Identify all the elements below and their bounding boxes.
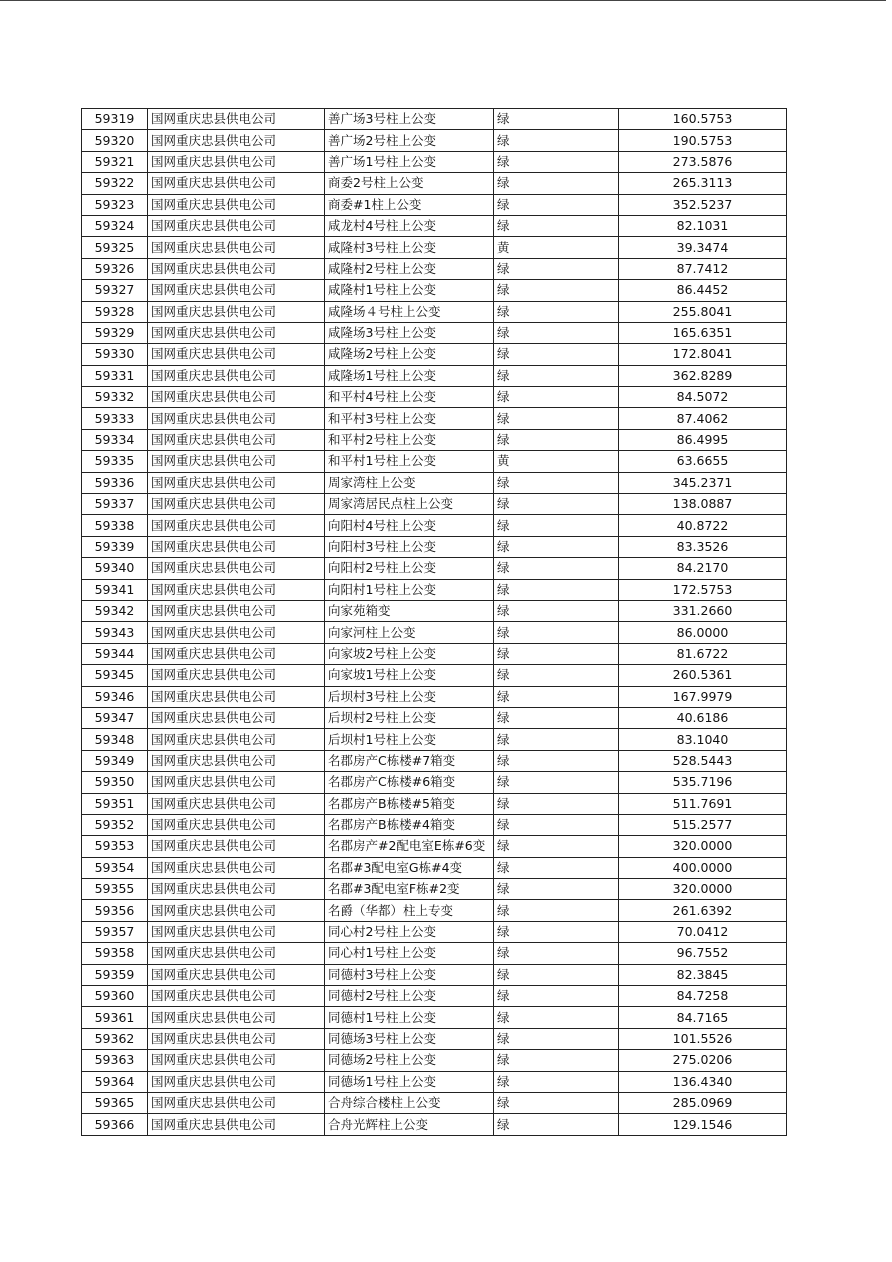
company-cell: 国网重庆忠县供电公司 [148, 515, 325, 536]
row-id-cell: 59321 [82, 151, 148, 172]
status-cell: 绿 [494, 173, 619, 194]
transformer-name-cell: 合舟光辉柱上公变 [325, 1114, 494, 1135]
row-id-cell: 59348 [82, 729, 148, 750]
status-cell: 绿 [494, 772, 619, 793]
transformer-name-cell: 名郡房产C栋楼#7箱变 [325, 750, 494, 771]
row-id-cell: 59361 [82, 1007, 148, 1028]
row-id-cell: 59320 [82, 130, 148, 151]
value-cell: 261.6392 [619, 900, 787, 921]
table-row [82, 943, 787, 964]
table-row [82, 986, 787, 1007]
value-cell: 83.1040 [619, 729, 787, 750]
row-id-cell: 59324 [82, 215, 148, 236]
value-cell: 400.0000 [619, 857, 787, 878]
row-id-cell: 59366 [82, 1114, 148, 1135]
value-cell: 172.5753 [619, 579, 787, 600]
company-cell: 国网重庆忠县供电公司 [148, 215, 325, 236]
company-cell: 国网重庆忠县供电公司 [148, 1028, 325, 1049]
transformer-name-cell: 咸隆场3号柱上公变 [325, 322, 494, 343]
value-cell: 40.8722 [619, 515, 787, 536]
transformer-name-cell: 和平村2号柱上公变 [325, 429, 494, 450]
company-cell: 国网重庆忠县供电公司 [148, 301, 325, 322]
value-cell: 84.7258 [619, 986, 787, 1007]
status-cell: 绿 [494, 921, 619, 942]
value-cell: 160.5753 [619, 109, 787, 130]
status-cell: 绿 [494, 793, 619, 814]
company-cell: 国网重庆忠县供电公司 [148, 429, 325, 450]
company-cell: 国网重庆忠县供电公司 [148, 109, 325, 130]
status-cell: 绿 [494, 879, 619, 900]
table-row [82, 472, 787, 493]
company-cell: 国网重庆忠县供电公司 [148, 579, 325, 600]
transformer-name-cell: 后坝村3号柱上公变 [325, 686, 494, 707]
status-cell: 绿 [494, 686, 619, 707]
status-cell: 绿 [494, 643, 619, 664]
transformer-name-cell: 善广场3号柱上公变 [325, 109, 494, 130]
table-row [82, 429, 787, 450]
value-cell: 87.4062 [619, 408, 787, 429]
value-cell: 84.7165 [619, 1007, 787, 1028]
table-row [82, 1092, 787, 1113]
transformer-name-cell: 咸龙村4号柱上公变 [325, 215, 494, 236]
company-cell: 国网重庆忠县供电公司 [148, 151, 325, 172]
company-cell: 国网重庆忠县供电公司 [148, 643, 325, 664]
value-cell: 320.0000 [619, 879, 787, 900]
company-cell: 国网重庆忠县供电公司 [148, 280, 325, 301]
value-cell: 352.5237 [619, 194, 787, 215]
table-row [82, 1071, 787, 1092]
value-cell: 165.6351 [619, 322, 787, 343]
company-cell: 国网重庆忠县供电公司 [148, 344, 325, 365]
value-cell: 81.6722 [619, 643, 787, 664]
row-id-cell: 59338 [82, 515, 148, 536]
status-cell: 绿 [494, 365, 619, 386]
transformer-name-cell: 名郡房产C栋楼#6箱变 [325, 772, 494, 793]
table-row [82, 1007, 787, 1028]
transformer-name-cell: 向阳村1号柱上公变 [325, 579, 494, 600]
transformer-name-cell: 后坝村2号柱上公变 [325, 707, 494, 728]
value-cell: 63.6655 [619, 451, 787, 472]
transformer-name-cell: 咸隆场４号柱上公变 [325, 301, 494, 322]
table-row [82, 237, 787, 258]
table-row [82, 600, 787, 621]
row-id-cell: 59347 [82, 707, 148, 728]
company-cell: 国网重庆忠县供电公司 [148, 494, 325, 515]
company-cell: 国网重庆忠县供电公司 [148, 729, 325, 750]
transformer-name-cell: 向家河柱上公变 [325, 622, 494, 643]
table-row [82, 643, 787, 664]
transformer-name-cell: 周家湾柱上公变 [325, 472, 494, 493]
table-row [82, 194, 787, 215]
table-row [82, 301, 787, 322]
transformer-name-cell: 和平村3号柱上公变 [325, 408, 494, 429]
transformer-name-cell: 善广场1号柱上公变 [325, 151, 494, 172]
transformer-name-cell: 咸隆村1号柱上公变 [325, 280, 494, 301]
status-cell: 绿 [494, 536, 619, 557]
status-cell: 绿 [494, 258, 619, 279]
company-cell: 国网重庆忠县供电公司 [148, 408, 325, 429]
row-id-cell: 59319 [82, 109, 148, 130]
company-cell: 国网重庆忠县供电公司 [148, 986, 325, 1007]
status-cell: 绿 [494, 408, 619, 429]
value-cell: 84.2170 [619, 558, 787, 579]
company-cell: 国网重庆忠县供电公司 [148, 750, 325, 771]
row-id-cell: 59344 [82, 643, 148, 664]
company-cell: 国网重庆忠县供电公司 [148, 707, 325, 728]
value-cell: 82.1031 [619, 215, 787, 236]
table-row [82, 408, 787, 429]
status-cell: 绿 [494, 472, 619, 493]
status-cell: 绿 [494, 130, 619, 151]
value-cell: 86.4995 [619, 429, 787, 450]
row-id-cell: 59346 [82, 686, 148, 707]
row-id-cell: 59365 [82, 1092, 148, 1113]
row-id-cell: 59364 [82, 1071, 148, 1092]
company-cell: 国网重庆忠县供电公司 [148, 836, 325, 857]
table-row [82, 322, 787, 343]
value-cell: 83.3526 [619, 536, 787, 557]
table-row [82, 622, 787, 643]
transformer-name-cell: 合舟综合楼柱上公变 [325, 1092, 494, 1113]
value-cell: 86.4452 [619, 280, 787, 301]
status-cell: 绿 [494, 836, 619, 857]
status-cell: 绿 [494, 1114, 619, 1135]
transformer-name-cell: 善广场2号柱上公变 [325, 130, 494, 151]
status-cell: 绿 [494, 964, 619, 985]
table-row [82, 814, 787, 835]
company-cell: 国网重庆忠县供电公司 [148, 686, 325, 707]
transformer-name-cell: 同德场3号柱上公变 [325, 1028, 494, 1049]
row-id-cell: 59358 [82, 943, 148, 964]
row-id-cell: 59337 [82, 494, 148, 515]
row-id-cell: 59355 [82, 879, 148, 900]
status-cell: 绿 [494, 1028, 619, 1049]
transformer-name-cell: 咸隆村3号柱上公变 [325, 237, 494, 258]
row-id-cell: 59363 [82, 1050, 148, 1071]
value-cell: 138.0887 [619, 494, 787, 515]
transformer-name-cell: 向阳村4号柱上公变 [325, 515, 494, 536]
transformer-name-cell: 咸隆村2号柱上公变 [325, 258, 494, 279]
table-row [82, 494, 787, 515]
company-cell: 国网重庆忠县供电公司 [148, 387, 325, 408]
status-cell: 绿 [494, 986, 619, 1007]
row-id-cell: 59333 [82, 408, 148, 429]
value-cell: 70.0412 [619, 921, 787, 942]
table-row [82, 836, 787, 857]
row-id-cell: 59350 [82, 772, 148, 793]
table-row [82, 173, 787, 194]
value-cell: 87.7412 [619, 258, 787, 279]
transformer-name-cell: 向阳村2号柱上公变 [325, 558, 494, 579]
company-cell: 国网重庆忠县供电公司 [148, 857, 325, 878]
company-cell: 国网重庆忠县供电公司 [148, 173, 325, 194]
row-id-cell: 59336 [82, 472, 148, 493]
row-id-cell: 59359 [82, 964, 148, 985]
table-row [82, 921, 787, 942]
table-row [82, 365, 787, 386]
table-row [82, 258, 787, 279]
status-cell: 绿 [494, 1092, 619, 1113]
status-cell: 绿 [494, 515, 619, 536]
status-cell: 黄 [494, 237, 619, 258]
row-id-cell: 59351 [82, 793, 148, 814]
row-id-cell: 59322 [82, 173, 148, 194]
table-row [82, 665, 787, 686]
value-cell: 190.5753 [619, 130, 787, 151]
company-cell: 国网重庆忠县供电公司 [148, 472, 325, 493]
value-cell: 265.3113 [619, 173, 787, 194]
value-cell: 511.7691 [619, 793, 787, 814]
company-cell: 国网重庆忠县供电公司 [148, 921, 325, 942]
status-cell: 绿 [494, 494, 619, 515]
transformer-name-cell: 向家苑箱变 [325, 600, 494, 621]
table-row [82, 1114, 787, 1135]
value-cell: 331.2660 [619, 600, 787, 621]
row-id-cell: 59340 [82, 558, 148, 579]
status-cell: 绿 [494, 622, 619, 643]
row-id-cell: 59353 [82, 836, 148, 857]
transformer-name-cell: 名郡房产#2配电室E栋#6变 [325, 836, 494, 857]
row-id-cell: 59342 [82, 600, 148, 621]
table-row [82, 729, 787, 750]
transformer-name-cell: 后坝村1号柱上公变 [325, 729, 494, 750]
table-row [82, 151, 787, 172]
table-row [82, 515, 787, 536]
status-cell: 绿 [494, 1071, 619, 1092]
row-id-cell: 59345 [82, 665, 148, 686]
company-cell: 国网重庆忠县供电公司 [148, 451, 325, 472]
table-row [82, 900, 787, 921]
value-cell: 40.6186 [619, 707, 787, 728]
row-id-cell: 59326 [82, 258, 148, 279]
status-cell: 绿 [494, 301, 619, 322]
transformer-name-cell: 和平村4号柱上公变 [325, 387, 494, 408]
row-id-cell: 59357 [82, 921, 148, 942]
value-cell: 167.9979 [619, 686, 787, 707]
value-cell: 255.8041 [619, 301, 787, 322]
row-id-cell: 59343 [82, 622, 148, 643]
row-id-cell: 59327 [82, 280, 148, 301]
row-id-cell: 59328 [82, 301, 148, 322]
company-cell: 国网重庆忠县供电公司 [148, 237, 325, 258]
company-cell: 国网重庆忠县供电公司 [148, 665, 325, 686]
row-id-cell: 59362 [82, 1028, 148, 1049]
company-cell: 国网重庆忠县供电公司 [148, 793, 325, 814]
transformer-name-cell: 同心村1号柱上公变 [325, 943, 494, 964]
value-cell: 82.3845 [619, 964, 787, 985]
status-cell: 绿 [494, 857, 619, 878]
row-id-cell: 59323 [82, 194, 148, 215]
table-row [82, 109, 787, 130]
company-cell: 国网重庆忠县供电公司 [148, 964, 325, 985]
value-cell: 345.2371 [619, 472, 787, 493]
status-cell: 绿 [494, 943, 619, 964]
status-cell: 绿 [494, 387, 619, 408]
company-cell: 国网重庆忠县供电公司 [148, 1114, 325, 1135]
transformer-name-cell: 和平村1号柱上公变 [325, 451, 494, 472]
transformer-name-cell: 同德村3号柱上公变 [325, 964, 494, 985]
value-cell: 86.0000 [619, 622, 787, 643]
transformer-name-cell: 名郡房产B栋楼#4箱变 [325, 814, 494, 835]
table-row [82, 686, 787, 707]
transformer-name-cell: 向家坡1号柱上公变 [325, 665, 494, 686]
row-id-cell: 59334 [82, 429, 148, 450]
row-id-cell: 59335 [82, 451, 148, 472]
company-cell: 国网重庆忠县供电公司 [148, 130, 325, 151]
transformer-name-cell: 向阳村3号柱上公变 [325, 536, 494, 557]
transformer-name-cell: 咸隆场1号柱上公变 [325, 365, 494, 386]
company-cell: 国网重庆忠县供电公司 [148, 536, 325, 557]
value-cell: 101.5526 [619, 1028, 787, 1049]
table-row [82, 793, 787, 814]
transformer-name-cell: 周家湾居民点柱上公变 [325, 494, 494, 515]
row-id-cell: 59360 [82, 986, 148, 1007]
row-id-cell: 59325 [82, 237, 148, 258]
page-top-border [0, 0, 886, 1]
value-cell: 172.8041 [619, 344, 787, 365]
row-id-cell: 59332 [82, 387, 148, 408]
value-cell: 528.5443 [619, 750, 787, 771]
value-cell: 275.0206 [619, 1050, 787, 1071]
row-id-cell: 59330 [82, 344, 148, 365]
status-cell: 绿 [494, 558, 619, 579]
table-row [82, 579, 787, 600]
status-cell: 绿 [494, 322, 619, 343]
table-row [82, 879, 787, 900]
company-cell: 国网重庆忠县供电公司 [148, 1092, 325, 1113]
value-cell: 320.0000 [619, 836, 787, 857]
table-row [82, 750, 787, 771]
value-cell: 285.0969 [619, 1092, 787, 1113]
value-cell: 136.4340 [619, 1071, 787, 1092]
status-cell: 绿 [494, 707, 619, 728]
status-cell: 绿 [494, 665, 619, 686]
table-row [82, 280, 787, 301]
table-row [82, 130, 787, 151]
row-id-cell: 59329 [82, 322, 148, 343]
status-cell: 绿 [494, 900, 619, 921]
value-cell: 535.7196 [619, 772, 787, 793]
company-cell: 国网重庆忠县供电公司 [148, 194, 325, 215]
company-cell: 国网重庆忠县供电公司 [148, 814, 325, 835]
row-id-cell: 59354 [82, 857, 148, 878]
row-id-cell: 59341 [82, 579, 148, 600]
transformer-name-cell: 同德村2号柱上公变 [325, 986, 494, 1007]
transformer-table [81, 108, 787, 1136]
table-row [82, 344, 787, 365]
table-row [82, 1028, 787, 1049]
value-cell: 129.1546 [619, 1114, 787, 1135]
transformer-name-cell: 同德场1号柱上公变 [325, 1071, 494, 1092]
transformer-name-cell: 同德村1号柱上公变 [325, 1007, 494, 1028]
table-row [82, 707, 787, 728]
status-cell: 黄 [494, 451, 619, 472]
value-cell: 362.8289 [619, 365, 787, 386]
transformer-name-cell: 名郡房产B栋楼#5箱变 [325, 793, 494, 814]
table-row [82, 215, 787, 236]
company-cell: 国网重庆忠县供电公司 [148, 622, 325, 643]
status-cell: 绿 [494, 109, 619, 130]
value-cell: 39.3474 [619, 237, 787, 258]
table-row [82, 536, 787, 557]
company-cell: 国网重庆忠县供电公司 [148, 558, 325, 579]
value-cell: 260.5361 [619, 665, 787, 686]
table-row [82, 451, 787, 472]
transformer-name-cell: 咸隆场2号柱上公变 [325, 344, 494, 365]
status-cell: 绿 [494, 429, 619, 450]
company-cell: 国网重庆忠县供电公司 [148, 1050, 325, 1071]
table-row [82, 964, 787, 985]
company-cell: 国网重庆忠县供电公司 [148, 1007, 325, 1028]
table-row [82, 387, 787, 408]
table-body [82, 109, 787, 1136]
status-cell: 绿 [494, 151, 619, 172]
transformer-name-cell: 同德场2号柱上公变 [325, 1050, 494, 1071]
value-cell: 273.5876 [619, 151, 787, 172]
company-cell: 国网重庆忠县供电公司 [148, 600, 325, 621]
transformer-name-cell: 同心村2号柱上公变 [325, 921, 494, 942]
status-cell: 绿 [494, 600, 619, 621]
value-cell: 515.2577 [619, 814, 787, 835]
company-cell: 国网重庆忠县供电公司 [148, 258, 325, 279]
company-cell: 国网重庆忠县供电公司 [148, 879, 325, 900]
status-cell: 绿 [494, 579, 619, 600]
company-cell: 国网重庆忠县供电公司 [148, 322, 325, 343]
value-cell: 84.5072 [619, 387, 787, 408]
value-cell: 96.7552 [619, 943, 787, 964]
table-row [82, 1050, 787, 1071]
table-row [82, 558, 787, 579]
status-cell: 绿 [494, 1050, 619, 1071]
status-cell: 绿 [494, 344, 619, 365]
row-id-cell: 59331 [82, 365, 148, 386]
row-id-cell: 59349 [82, 750, 148, 771]
company-cell: 国网重庆忠县供电公司 [148, 365, 325, 386]
status-cell: 绿 [494, 215, 619, 236]
status-cell: 绿 [494, 280, 619, 301]
row-id-cell: 59352 [82, 814, 148, 835]
company-cell: 国网重庆忠县供电公司 [148, 900, 325, 921]
transformer-name-cell: 名郡#3配电室G栋#4变 [325, 857, 494, 878]
transformer-name-cell: 向家坡2号柱上公变 [325, 643, 494, 664]
transformer-name-cell: 名郡#3配电室F栋#2变 [325, 879, 494, 900]
company-cell: 国网重庆忠县供电公司 [148, 772, 325, 793]
row-id-cell: 59356 [82, 900, 148, 921]
status-cell: 绿 [494, 729, 619, 750]
status-cell: 绿 [494, 1007, 619, 1028]
status-cell: 绿 [494, 194, 619, 215]
row-id-cell: 59339 [82, 536, 148, 557]
company-cell: 国网重庆忠县供电公司 [148, 1071, 325, 1092]
transformer-name-cell: 商委#1柱上公变 [325, 194, 494, 215]
table-row [82, 857, 787, 878]
transformer-name-cell: 名爵（华都）柱上专变 [325, 900, 494, 921]
status-cell: 绿 [494, 750, 619, 771]
status-cell: 绿 [494, 814, 619, 835]
table-row [82, 772, 787, 793]
transformer-name-cell: 商委2号柱上公变 [325, 173, 494, 194]
company-cell: 国网重庆忠县供电公司 [148, 943, 325, 964]
